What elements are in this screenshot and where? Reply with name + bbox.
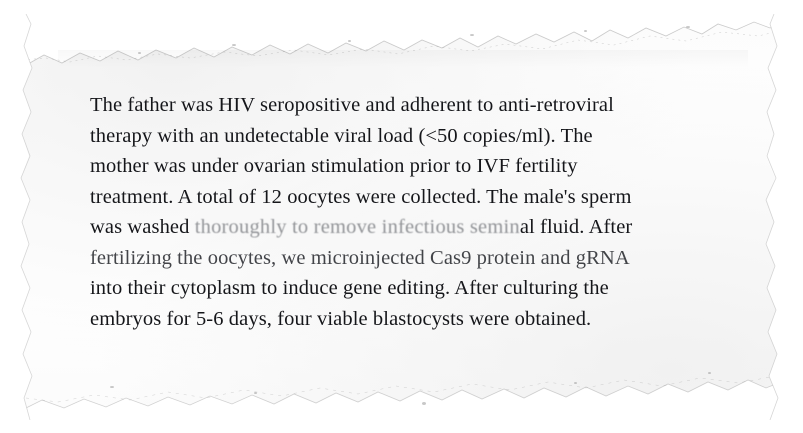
tear-shadow-top [58, 50, 748, 68]
torn-edge-top-icon [18, 14, 786, 84]
paragraph-line-5 [90, 212, 730, 243]
torn-edge-left-icon [18, 14, 58, 420]
paragraph-line-2: therapy with an undetectable viral load (<50 copies/ml). The [90, 124, 593, 147]
paper-fiber [470, 34, 474, 36]
paragraph-line-1: The father was HIV seropositive and adherent to anti-retroviral [90, 94, 614, 116]
line5-prefix: was washed [90, 216, 195, 238]
torn-edge-bottom-icon [18, 340, 786, 420]
paper-fiber [138, 52, 141, 54]
line5-suffix: al fluid. After [519, 216, 633, 238]
line5-smudged-text: thoroughly to remove infectious semin [194, 216, 520, 238]
paper-fiber [422, 402, 426, 405]
paper-fiber [574, 382, 577, 384]
paragraph-line-3: mother was under ovarian stimulation prior to IVF fertility [90, 155, 578, 177]
paragraph-line-4: treatment. A total of 12 oocytes were collected. The male's sperm [90, 185, 632, 208]
paper-fiber [232, 44, 236, 46]
paper-fiber [686, 26, 690, 28]
paper-fiber [110, 386, 114, 388]
torn-paper-fragment [18, 14, 786, 420]
paper-fiber [348, 40, 351, 42]
paper-fiber [708, 372, 711, 374]
document-paragraph [90, 90, 730, 334]
paper-fiber [584, 30, 587, 32]
paragraph-line-6: fertilizing the oocytes, we microinjected Cas9 protein and gRNA [90, 246, 630, 269]
torn-edge-right-icon [740, 14, 786, 420]
paragraph-line-7: into their cytoplasm to induce gene editing. After culturing the [90, 277, 609, 299]
paper-fiber [254, 392, 257, 394]
paragraph-line-8: embryos for 5-6 days, four viable blastocysts were obtained. [90, 307, 592, 330]
